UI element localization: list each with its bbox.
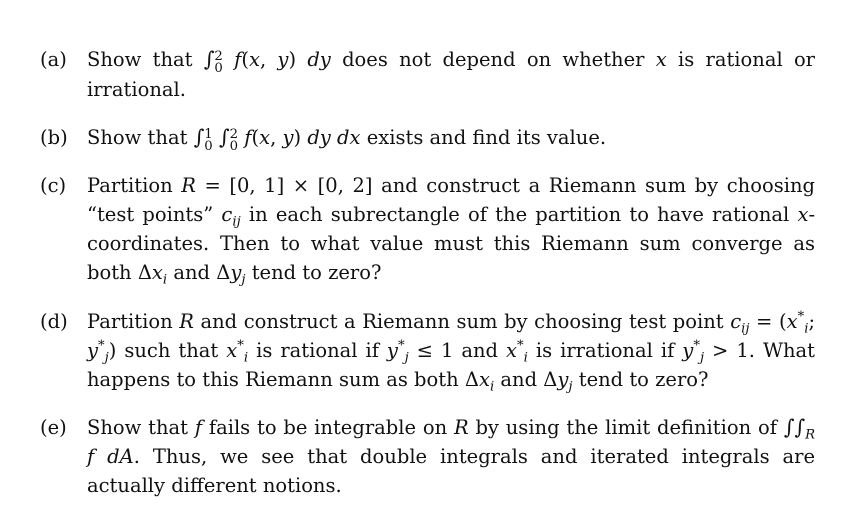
math-iterated-integral: ∫ 1 0 ∫ 2 0 f(x, y) dy dx bbox=[193, 125, 361, 154]
part-text: Partition R = [0, 1] × [0, 2] and construct a Riemann sum by choosing “test points” $c_{ij}$ in each subrectangle of the partition to have rational x-coordinates. Then to what value must this Riemann sum converge as both $\Delta x_i$ and $\Delta y_j$ tend to zero? bbox=[87, 174, 816, 288]
part-label: (c) bbox=[40, 174, 67, 197]
problem-part-d bbox=[40, 307, 815, 394]
part-text: Show that ∫ 2 0 f(x, y) dy does not depend on whether x is rational or irrational. bbox=[87, 47, 816, 101]
part-text: Show that f fails to be integrable on R by using the limit definition of $\int\int_R$ f dA. Thus, we see that double integrals and iterated integrals are actually different notions. bbox=[87, 415, 816, 497]
part-label: (a) bbox=[40, 48, 67, 71]
part-text: Partition R and construct a Riemann sum by choosing test point $c_{ij} = (x^*_i$; $y^*_j$) such that $x^*_i$ is rational if $y^*_j \le 1$ and $x^*_i$ is irrational if $y^*_j > 1$. What happens to this Riemann sum as both $\Delta x_i$ and $\Delta y_j$ tend to zero? bbox=[87, 309, 816, 395]
math-integral: ∫ 2 0 f(x, y) dy bbox=[203, 47, 331, 76]
part-text: Show that ∫ 1 0 ∫ 2 0 f(x, y) dy dx exists and find its value. bbox=[87, 125, 607, 154]
part-label: (b) bbox=[40, 126, 68, 149]
problem-part-c bbox=[40, 171, 815, 287]
math-double-integral: $\int\int_R$ f dA bbox=[87, 415, 816, 468]
part-label: (e) bbox=[40, 416, 67, 439]
part-label: (d) bbox=[40, 310, 68, 333]
problem-part-a bbox=[40, 45, 815, 104]
problem-part-b bbox=[40, 123, 815, 153]
problem-part-e bbox=[40, 413, 815, 500]
